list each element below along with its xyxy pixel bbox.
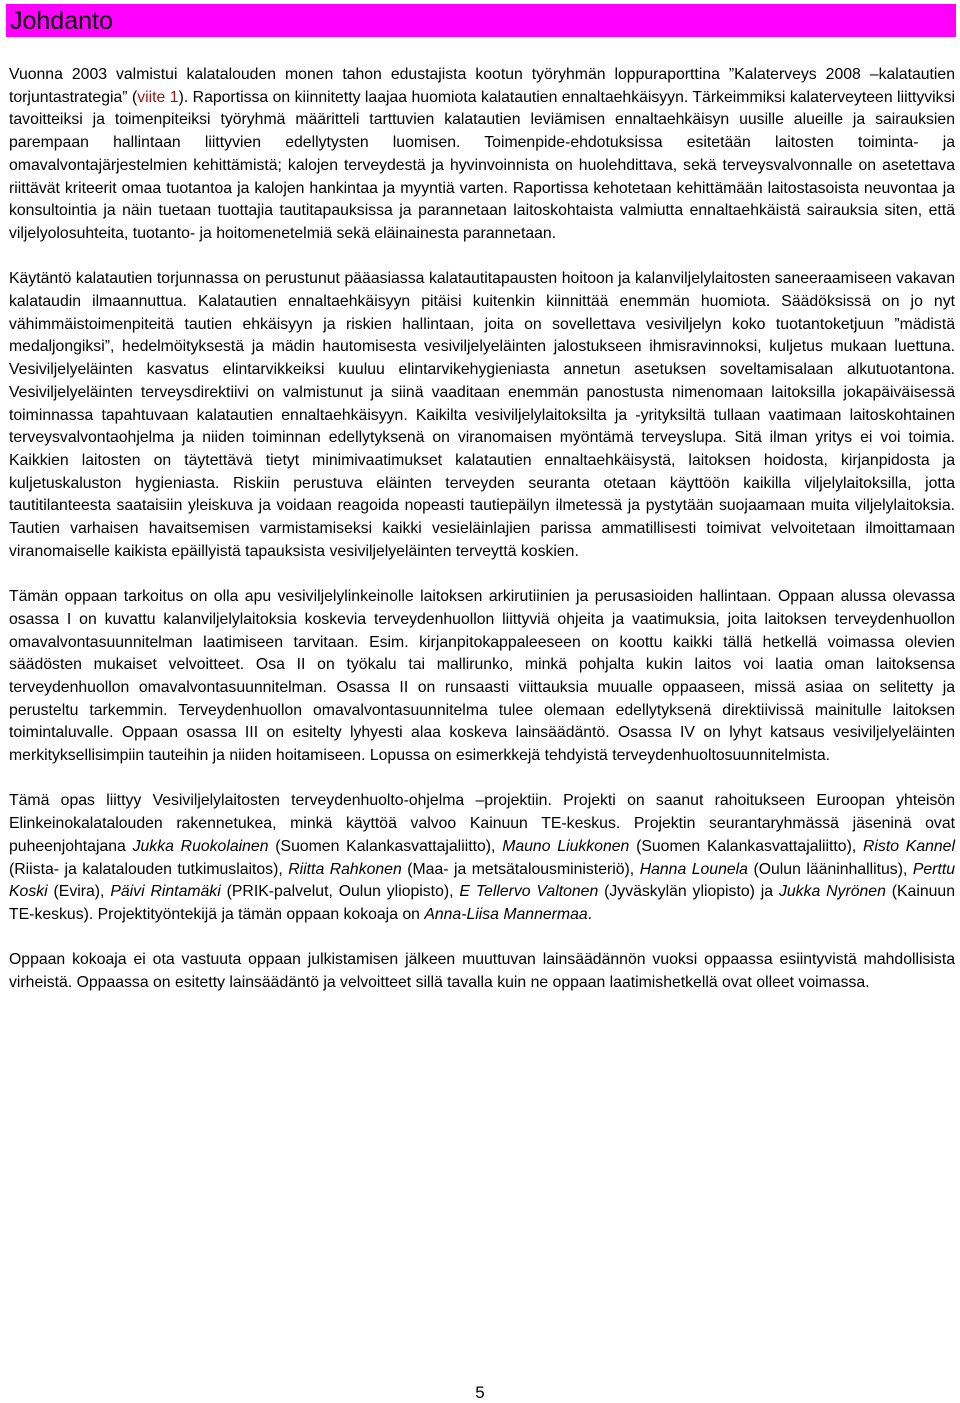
member-name-5: Hanna Lounela bbox=[639, 860, 748, 878]
paragraph-4-text-8: (PRIK-palvelut, Oulun yliopisto), bbox=[220, 883, 460, 901]
paragraph-4-text-2: (Suomen Kalankasvattajaliitto), bbox=[268, 837, 503, 855]
author-name: Anna-Liisa Mannermaa bbox=[424, 905, 588, 923]
paragraph-4-text-1: Tämä opas liittyy Vesiviljelylaitosten terveydenhuolto-ohjelma –projektiin. Projekti on saanut rahoitukseen Euroopan yhteisön Elinkeinokalatalouden rakennetukea, minkä käyttöä valvoo Kainuun TE-keskus. Projektin seurantaryhmässä jäseninä ovat puheenjohtajana bbox=[9, 792, 955, 855]
member-name-6: Perttu Koski bbox=[9, 860, 956, 901]
paragraph-1-text-a: Vuonna 2003 valmistui kalatalouden monen tahon edustajista kootun työryhmän loppuraporttina ”Kalaterveys 2008 –kalatautien torjuntastrategia” ( bbox=[9, 66, 955, 106]
section-heading-text: Johdanto bbox=[10, 7, 113, 35]
paragraph-4-text-6: (Oulun lääninhallitus), bbox=[747, 860, 913, 878]
paragraph-1 bbox=[9, 64, 955, 246]
page-number: 5 bbox=[475, 1383, 485, 1402]
paragraph-4-text-4: (Riista- ja kalatalouden tutkimuslaitos), bbox=[9, 860, 289, 878]
paragraph-4 bbox=[9, 790, 955, 926]
section-heading bbox=[6, 4, 956, 37]
paragraph-4-text-3: (Suomen Kalankasvattajaliitto), bbox=[629, 837, 864, 855]
document-body bbox=[9, 64, 955, 1017]
member-name-2: Mauno Liukkonen bbox=[502, 837, 630, 855]
paragraph-4-text-11: . bbox=[587, 905, 593, 923]
paragraph-1-text-b: ). Raportissa on kiinnitetty laajaa huomiota kalatautien ennaltaehkäisyyn. Tärkeimmiksi kalaterveyteen liittyviksi tavoitteiksi ja toimenpiteiksi työryhmä määritteli tarttuvien kalatautien leviämisen ennaltaehkäisyn uusille alueille ja sairauksien parempaan hallintaan liittyvien edellytysten luomisen. Toimenpide-ehdotuksissa esitetään laitosten toiminta- ja omavalvontajärjestelmien kehittämistä; kalojen terveydestä ja hyvinvoinnista on huolehdittava, sekä terveysvalvonnalle on asetettava riittävät kriteerit omaa tuotantoa ja kalojen hankintaa ja myyntiä varten. Raportissa kehotetaan kehittämään laitostasoista neuvontaa ja konsultointia ja näin tuetaan tuottajia tautitapauksissa ja parannetaan laitoskohtaista valmiutta ennaltaehkäistä sairauksia siten, että viljelyolosuhteita, tuotanto- ja hoitomenetelmiä sekä eläinainesta parannetaan. bbox=[9, 88, 955, 242]
member-name-3: Risto Kannel bbox=[863, 837, 955, 855]
member-name-7: Päivi Rintamäki bbox=[110, 883, 221, 901]
member-name-4: Riitta Rahkonen bbox=[288, 860, 402, 878]
member-name-1: Jukka Ruokolainen bbox=[132, 837, 269, 855]
paragraph-4-text-5: (Maa- ja metsätalousministeriö), bbox=[401, 860, 640, 878]
paragraph-5: Oppaan kokoaja ei ota vastuuta oppaan julkistamisen jälkeen muuttuvan lainsäädännön vuoksi oppaassa esiintyvistä mahdollisista virheistä. Oppaassa on esitetty lainsäädäntö ja velvoitteet sillä tavalla kuin ne oppaan laatimishetkellä ovat olleet voimassa. bbox=[9, 951, 955, 992]
paragraph-4-text-9: (Jyväskylän yliopisto) ja bbox=[598, 883, 779, 901]
paragraph-4-text-10: (Kainuun TE-keskus). Projektityöntekijä ja tämän oppaan kokoaja on bbox=[9, 883, 955, 923]
member-name-9: Jukka Nyrönen bbox=[778, 883, 886, 901]
reference-link-viite-1[interactable]: viite 1 bbox=[137, 88, 179, 106]
paragraph-2: Käytäntö kalatautien torjunnassa on perustunut pääasiassa kalatautitapausten hoitoon ja kalanviljelylaitosten saneeraamiseen vakavan kalataudin ilmaannuttua. Kalatautien ennaltaehkäisyyn pitäisi kuitenkin kiinnittää enemmän huomiota. Säädöksissä on jo nyt vähimmäistoimenpiteitä tautien ehkäisyyn ja riskien hallintaan, joita on sovellettava vesiviljelyn koko tuotantoketjuun ”mädistä medaljongiksi”, hedelmöityksestä ja mädin hautomisesta vesiviljelyeläinten jalostukseen ihmisravinnoksi, kuljetus mukaan luettuna. Vesiviljelyeläinten kasvatus elintarvikkeiksi kuuluu elintarvikehygieniasta annetun asetuksen soveltamisalaan alkutuotantona. Vesiviljelyeläinten terveysdirektiivi on valmistunut ja siinä vaaditaan enemmän panostusta nimenomaan laitoksilla jokapäiväisessä toiminnassa tapahtuvaan kalatautien ennaltaehkäisyyn. Kaikilta vesiviljelylaitoksilta ja -yrityksiltä tullaan vaatimaan laitoskohtainen terveysvalvontaohjelma ja niiden toiminnan edellytyksenä on viranomaisen myöntämä terveyslupa. Sitä ilman yritys ei voi toimia. Kaikkien laitosten on täytettävä tietyt minimivaatimukset kalatautien ennaltaehkäisystä, laitoksen hoidosta, kirjanpidosta ja kuljetuskaluston hygieniasta. Riskiin perustuva eläinten terveyden seuranta otetaan käyttöön kaikilla viljelylaitoksilla, jotta tautitilanteesta saataisiin yleiskuva ja voidaan reagoida nopeasti tautiepäilyn ilmetessä ja pystytään suojaamaan muita viljelylaitoksia. Tautien varhaisen havaitsemisen varmistamiseksi kaikki vesieläinlajien parissa ammatillisesti toimivat velvoitetaan ilmoittamaan viranomaiselle kaikista epäillyistä tapauksista vesiviljelyeläinten terveyttä koskien. bbox=[9, 270, 955, 560]
member-name-8: E Tellervo Valtonen bbox=[459, 883, 599, 901]
paragraph-4-text-7: (Evira), bbox=[47, 883, 111, 901]
paragraph-3: Tämän oppaan tarkoitus on olla apu vesiviljelylinkeinolle laitoksen arkirutiinien ja perusasioiden hallintaan. Oppaan alussa olevassa osassa I on kuvattu kalanviljelylaitoksia koskevia terveydenhuollon liittyviä ohjeita ja vaatimuksia, joita laitoksen terveydenhuollon omavalvontasuunnitelman laatimiseen tarvitaan. Esim. kirjanpitokappaleeseen on koottu kaikki tällä hetkellä voimassa olevien säädösten mukaiset velvoitteet. Osa II on työkalu tai mallirunko, minkä pohjalta kukin laitos voi laatia oman laitoksensa terveydenhuollon omavalvontasuunnitelman. Osassa II on runsaasti viittauksia muualle oppaaseen, missä asiaa on selitetty ja perusteltu tarkemmin. Terveydenhuollon omavalvontasuunnitelma tulee olemaan edellytyksenä direktiivissä mainitulle laitoksen toimintaluvalle. Oppaan osassa III on esitelty lyhyesti alaa koskeva lainsäädäntö. Osassa IV on lyhyt katsaus vesiviljelyeläinten merkityksellisimpiin tauteihin ja niiden hoitamiseen. Lopussa on esimerkkejä tehdyistä terveydenhuoltosuunnitelmista. bbox=[9, 588, 955, 765]
